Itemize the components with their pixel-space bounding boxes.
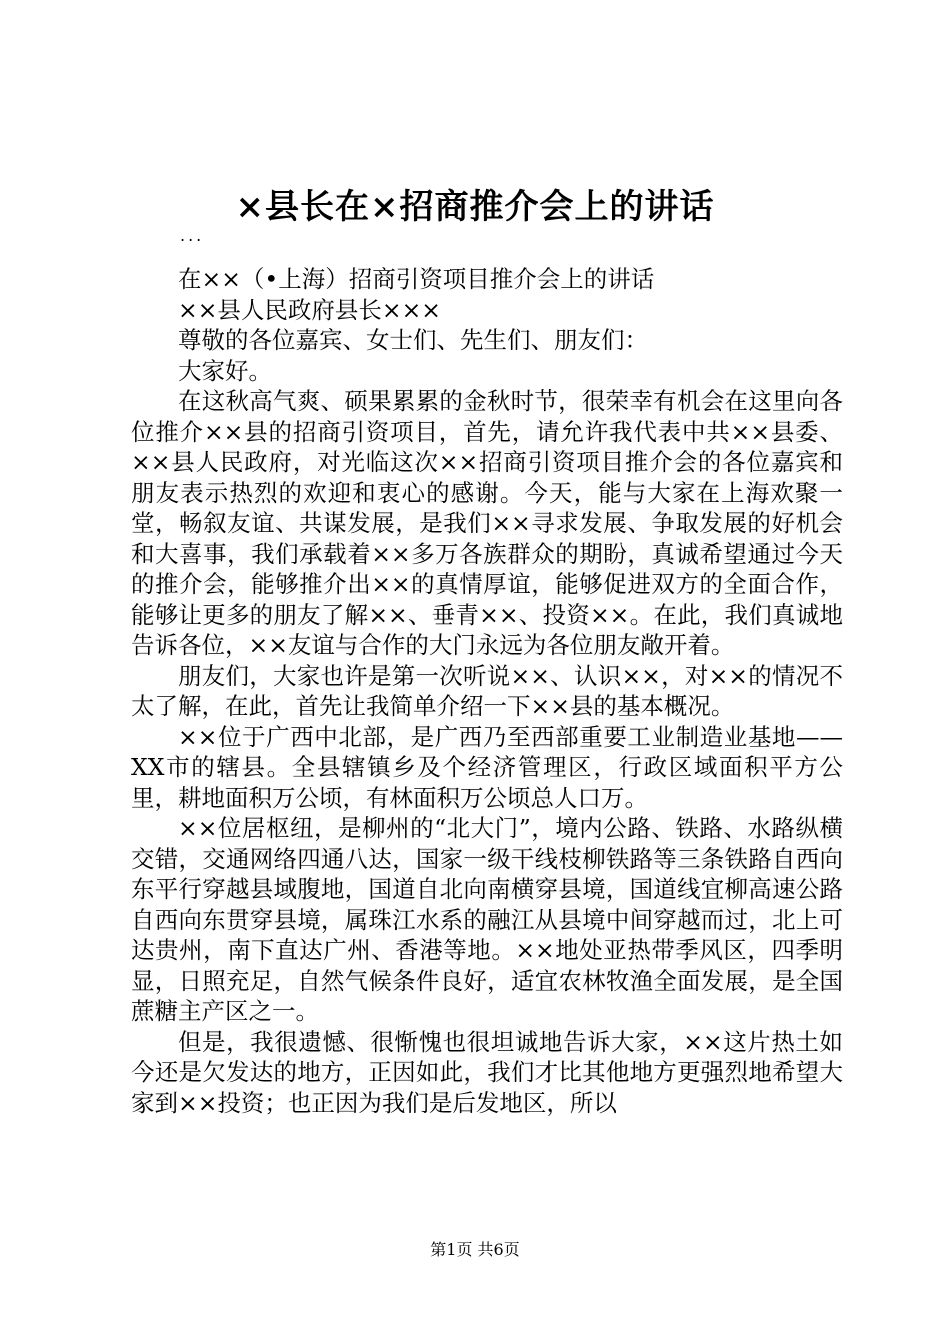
paragraph: 但是，我很遗憾、很惭愧也很坦诚地告诉大家，××这片热土如今还是欠发达的地方，正因如此，我们才比其他地方更强烈地希望大家到××投资；也正因为我们是后发地区，所以 [131,1027,843,1117]
paragraph: 朋友们，大家也许是第一次听说××、认识××，对××的情况不太了解，在此，首先让我简单介绍一下××县的基本概况。 [131,661,843,720]
speaker-line: ××县人民政府县长××× [178,295,441,324]
paragraph: 在这秋高气爽、硕果累累的金秋时节，很荣幸有机会在这里向各位推介××县的招商引资项目，首先，请允许我代表中共××县委、××县人民政府，对光临这次××招商引资项目推介会的各位嘉宾和朋友表示热烈的欢迎和衷心的感谢。今天，能与大家在上海欢聚一堂，畅叙友谊、共谋发展，是我们××寻求发展、争取发展的好机会和大喜事，我们承载着××多万各族群众的期盼，真诚希望通过今天的推介会，能够推介出××的真情厚谊，能够促进双方的全面合作，能够让更多的朋友了解××、垂青××、投资××。在此，我们真诚地告诉各位，××友谊与合作的大门永远为各位朋友敞开着。 [131,387,843,659]
salutation: 尊敬的各位嘉宾、女士们、先生们、朋友们： [178,326,648,354]
document-body [131,264,843,1118]
speech-heading: 在××（•上海）招商引资项目推介会上的讲话 [178,265,655,293]
ellipsis-mark: ... [180,226,205,245]
greeting: 大家好。 [178,356,272,385]
page-footer: 第1页 共6页 [430,1240,520,1259]
page-title: ×县长在×招商推介会上的讲话 [235,187,715,227]
paragraph: ××位于广西中北部，是广西乃至西部重要工业制造业基地——XX市的辖县。全县辖镇乡及个经济管理区，行政区域面积平方公里，耕地面积万公顷，有林面积万公顷总人口万。 [131,722,843,812]
paragraph: ××位居枢纽，是柳州的“北大门”，境内公路、铁路、水路纵横交错，交通网络四通八达，国家一级干线枝柳铁路等三条铁路自西向东平行穿越县域腹地，国道自北向南横穿县境，国道线宜柳高速公路自西向东贯穿县境，属珠江水系的融江从县境中间穿越而过，北上可达贵州，南下直达广州、香港等地。××地处亚热带季风区，四季明显，日照充足，自然气候条件良好，适宜农林牧渔全面发展，是全国蔗糖主产区之一。 [131,814,843,1025]
